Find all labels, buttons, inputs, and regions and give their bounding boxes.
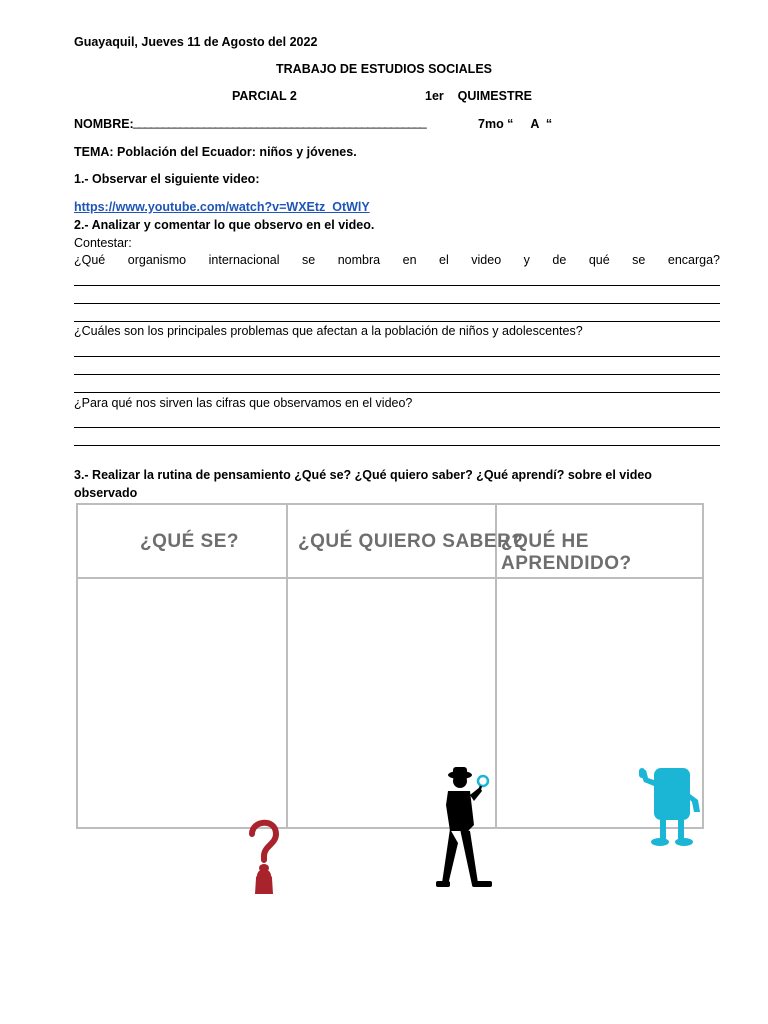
- answer-line[interactable]: [74, 392, 720, 393]
- answer-line[interactable]: [74, 303, 720, 304]
- q1-word: se: [632, 253, 646, 267]
- question-mark-figure-icon: [244, 816, 284, 896]
- step3-label: 3.- Realizar la rutina de pensamiento ¿Qué se? ¿Qué quiero saber? ¿Qué aprendí? sobre el video: [74, 468, 652, 482]
- question-1: [74, 253, 720, 267]
- q1-word: qué: [588, 253, 610, 267]
- q1-word: video: [471, 253, 502, 267]
- q1-word: el: [439, 253, 449, 267]
- column-header-que-quiero-saber: ¿QUÉ QUIERO SABER?: [298, 531, 524, 552]
- youtube-link[interactable]: https://www.youtube.com/watch?v=WXEtz_OtWlY: [74, 200, 370, 214]
- nombre-blank-line[interactable]: __________________________________________________: [133, 115, 426, 129]
- answer-cell-que-se[interactable]: [78, 579, 284, 827]
- column-header-que-he-aprendido: [501, 531, 632, 575]
- answer-line[interactable]: [74, 427, 720, 428]
- column-header-line: ¿QUÉ HE: [501, 531, 589, 552]
- q1-word: de: [552, 253, 567, 267]
- document-title: TRABAJO DE ESTUDIOS SOCIALES: [276, 62, 492, 76]
- q1-word: encarga?: [667, 253, 720, 267]
- cyan-thumbs-up-figure-icon: [636, 764, 706, 849]
- thinking-routine-table: [76, 503, 704, 829]
- question-2: ¿Cuáles son los principales problemas que afectan a la población de niños y adolescentes?: [74, 324, 583, 338]
- answer-line[interactable]: [74, 445, 720, 446]
- q1-word: ¿Qué: [74, 253, 106, 267]
- curso-label: 7mo “ A “: [478, 117, 553, 131]
- quimestre-label: 1er QUIMESTRE: [425, 89, 532, 103]
- q1-word: organismo: [127, 253, 187, 267]
- answer-line[interactable]: [74, 356, 720, 357]
- parcial-label: PARCIAL 2: [232, 89, 297, 103]
- answer-line[interactable]: [74, 321, 720, 322]
- step1-label: 1.- Observar el siguiente video:: [74, 172, 260, 186]
- detective-silhouette-icon: [434, 765, 498, 895]
- answer-line[interactable]: [74, 285, 720, 286]
- nombre-label: NOMBRE:: [74, 117, 134, 131]
- q1-word: y: [523, 253, 530, 267]
- step3-label-cont: observado: [74, 486, 138, 500]
- q1-word: internacional: [208, 253, 280, 267]
- q1-word: se: [302, 253, 316, 267]
- tema-line: TEMA: Población del Ecuador: niños y jóvenes.: [74, 145, 357, 159]
- contestar-label: Contestar:: [74, 236, 132, 250]
- date-line: Guayaquil, Jueves 11 de Agosto del 2022: [74, 35, 318, 49]
- q1-word: nombra: [337, 253, 381, 267]
- column-header-que-se: ¿QUÉ SE?: [140, 531, 240, 552]
- question-3: ¿Para qué nos sirven las cifras que observamos en el video?: [74, 396, 413, 410]
- answer-line[interactable]: [74, 374, 720, 375]
- q1-word: en: [402, 253, 417, 267]
- step2-label: 2.- Analizar y comentar lo que observo en el video.: [74, 218, 375, 232]
- column-header-line: APRENDIDO?: [501, 553, 632, 574]
